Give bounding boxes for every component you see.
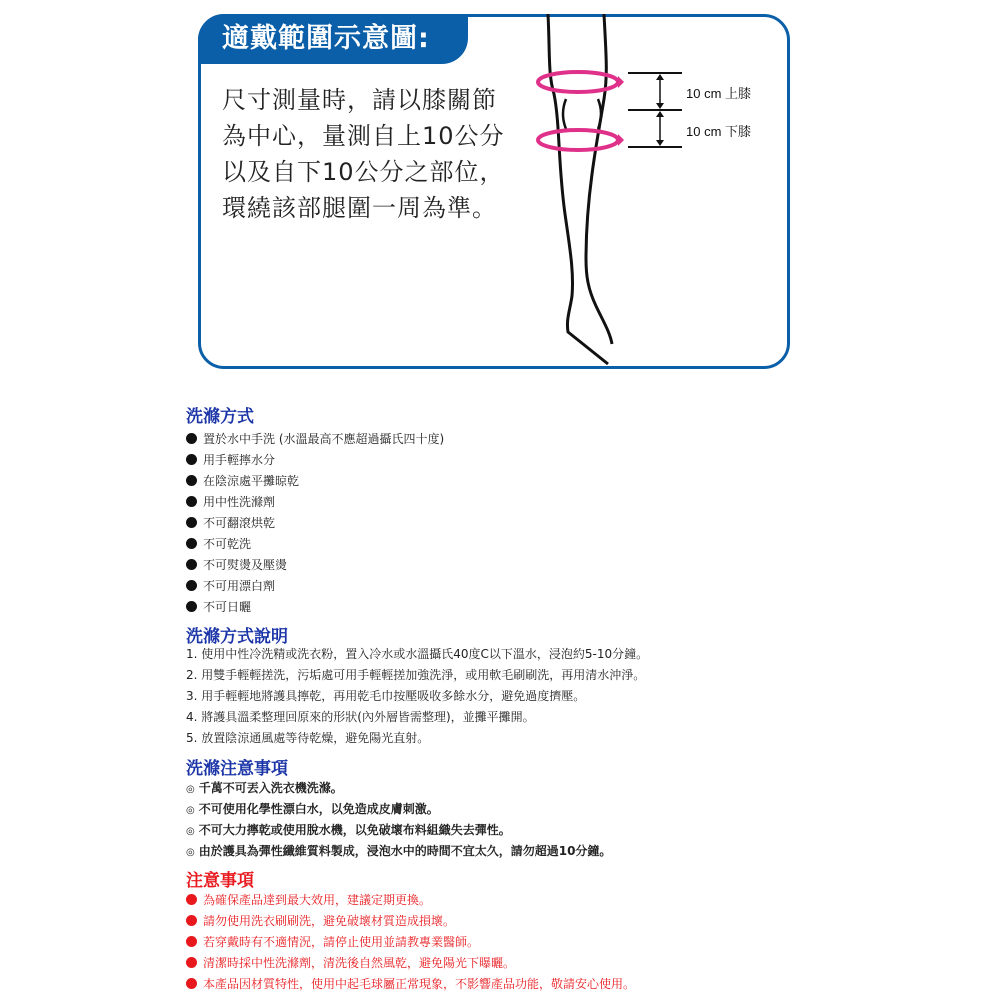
- ring-arrow-icon: [618, 134, 624, 146]
- wash-description-title: 洗滌方式說明: [186, 627, 288, 647]
- bullet-dot-icon: [186, 538, 197, 549]
- wash-method-list: [186, 429, 444, 618]
- list-item: ◎ 由於護具為彈性纖維質料製成，浸泡水中的時間不宜太久，請勿超過10分鐘。: [186, 844, 612, 858]
- list-item: 5. 放置陰涼通風處等待乾燥，避免陽光直射。: [186, 731, 430, 745]
- list-item: 在陰涼處平攤晾乾: [186, 471, 444, 492]
- list-item: ◎ 不可使用化學性漂白水，以免造成皮膚刺激。: [186, 802, 439, 816]
- wash-notes-list: [186, 778, 611, 862]
- list-item: ◎ 不可大力擰乾或使用脫水機，以免破壞布料組織失去彈性。: [186, 823, 511, 837]
- wash-method-title: 洗滌方式: [186, 407, 254, 427]
- ring-bullet-icon: ◎: [186, 826, 195, 837]
- ring-arrow-icon: [618, 76, 624, 88]
- list-item: 不可熨燙及壓燙: [186, 555, 444, 576]
- label-below-knee: 10 cm 下膝: [686, 124, 752, 139]
- list-item: 1. 使用中性冷洗精或洗衣粉，置入冷水或水溫攝氏40度C以下溫水，浸泡約5-10分鐘。: [186, 647, 649, 661]
- instruction-line: 以及自下10公分之部位，: [222, 158, 505, 186]
- list-item: 為確保產品達到最大效用，建議定期更換。: [186, 890, 635, 911]
- list-item: 不可日曬: [186, 597, 444, 618]
- list-item: 若穿戴時有不適情況，請停止使用並請教專業醫師。: [186, 932, 635, 953]
- bullet-dot-icon: [186, 936, 197, 947]
- list-item: 2. 用雙手輕輕搓洗，污垢處可用手輕輕搓加強洗淨，或用軟毛刷刷洗，再用清水沖淨。: [186, 668, 646, 682]
- bullet-dot-icon: [186, 957, 197, 968]
- instruction-line: 環繞該部腿圍一周為準。: [222, 194, 497, 222]
- list-item: 不可翻滾烘乾: [186, 513, 444, 534]
- ring-bullet-icon: ◎: [186, 805, 195, 816]
- list-item: 4. 將護具溫柔整理回原來的形狀(內外層皆需整理)，並攤平攤開。: [186, 710, 535, 724]
- list-item: 不可用漂白劑: [186, 576, 444, 597]
- bullet-dot-icon: [186, 978, 197, 989]
- list-item: 置於水中手洗 (水溫最高不應超過攝氏四十度): [186, 429, 444, 450]
- bullet-dot-icon: [186, 517, 197, 528]
- bullet-dot-icon: [186, 601, 197, 612]
- lower-measure-ring: [538, 130, 618, 150]
- knee-line: [598, 99, 601, 129]
- cautions-title: 注意事項: [186, 871, 254, 891]
- instruction-line: 為中心，量測自上10公分: [222, 122, 505, 150]
- list-item: 用中性洗滌劑: [186, 492, 444, 513]
- list-item: 本產品因材質特性，使用中起毛球屬正常現象，不影響產品功能，敬請安心使用。: [186, 974, 635, 995]
- label-above-knee: 10 cm 上膝: [686, 86, 752, 101]
- ring-bullet-icon: ◎: [186, 784, 195, 795]
- bullet-dot-icon: [186, 915, 197, 926]
- instruction-line: 尺寸測量時，請以膝關節: [222, 86, 497, 114]
- ring-bullet-icon: ◎: [186, 847, 195, 858]
- bullet-dot-icon: [186, 894, 197, 905]
- bullet-dot-icon: [186, 433, 197, 444]
- wash-description-list: [186, 644, 648, 749]
- fit-range-title: 適戴範圍示意圖:: [198, 14, 468, 64]
- list-item: 用手輕擰水分: [186, 450, 444, 471]
- list-item: 請勿使用洗衣刷刷洗，避免破壞材質造成損壞。: [186, 911, 635, 932]
- list-item: 3. 用手輕輕地將護具擰乾，再用乾毛巾按壓吸收多餘水分，避免過度擠壓。: [186, 689, 586, 703]
- list-item: ◎ 千萬不可丟入洗衣機洗滌。: [186, 781, 343, 795]
- leg-diagram-icon: [520, 14, 790, 366]
- bullet-dot-icon: [186, 496, 197, 507]
- measurement-instructions: [222, 82, 522, 226]
- bullet-dot-icon: [186, 559, 197, 570]
- wash-notes-title: 洗滌注意事項: [186, 759, 288, 779]
- cautions-list: [186, 890, 635, 995]
- bullet-dot-icon: [186, 475, 197, 486]
- bullet-dot-icon: [186, 454, 197, 465]
- bullet-dot-icon: [186, 580, 197, 591]
- leg-outline-right: [586, 14, 612, 344]
- list-item: 不可乾洗: [186, 534, 444, 555]
- list-item: 清潔時採中性洗滌劑，清洗後自然風乾，避免陽光下曝曬。: [186, 953, 635, 974]
- knee-line: [563, 99, 566, 129]
